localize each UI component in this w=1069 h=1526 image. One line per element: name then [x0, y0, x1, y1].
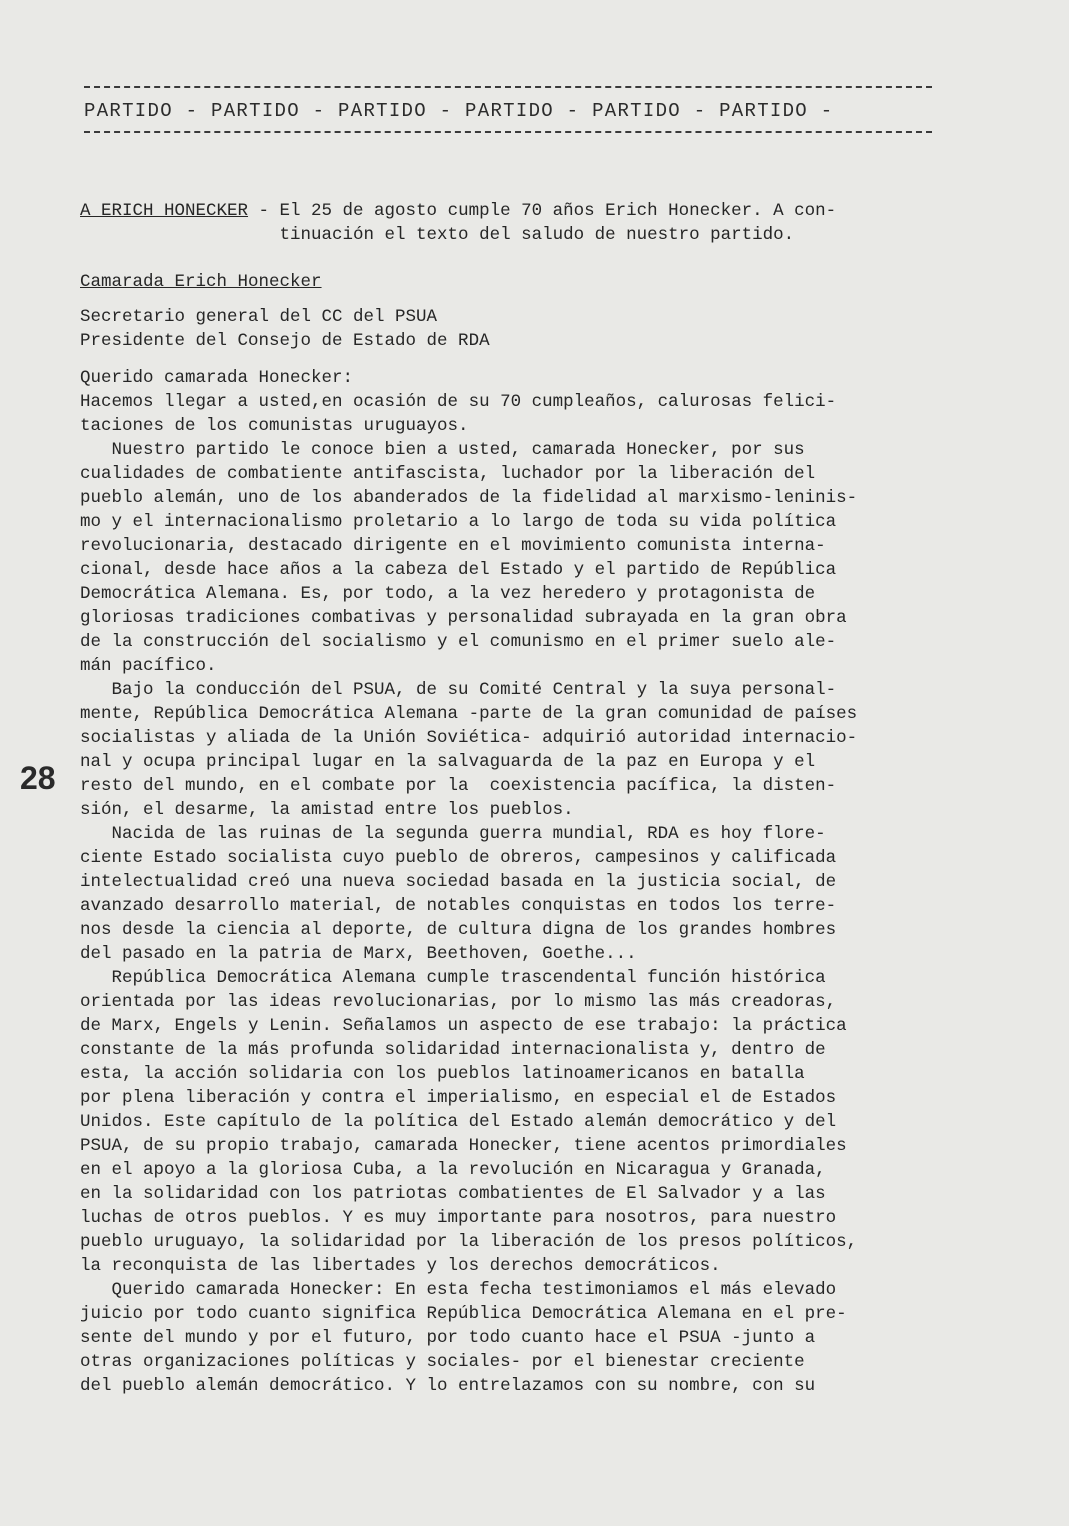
body-line: Hacemos llegar a usted,en ocasión de su 70 cumpleaños, calurosas felici- [80, 392, 837, 412]
body-line: sión, el desarme, la amistad entre los pueblos. [80, 800, 574, 820]
body-line: mente, República Democrática Alemana -parte de la gran comunidad de países [80, 704, 858, 724]
body-line: en la solidaridad con los patriotas combatientes de El Salvador y a las [80, 1184, 826, 1204]
address-line: Presidente del Consejo de Estado de RDA [80, 331, 490, 351]
dashed-rule-top [84, 86, 932, 88]
body-line: de Marx, Engels y Lenin. Señalamos un aspecto de ese trabajo: la práctica [80, 1016, 847, 1036]
body-line: la reconquista de las libertades y los derechos democráticos. [80, 1256, 721, 1276]
body-line: Nacida de las ruinas de la segunda guerra mundial, RDA es hoy flore- [80, 824, 826, 844]
body-line: gloriosas tradiciones combativas y personalidad subrayada en la gran obra [80, 608, 847, 628]
header-line-2: tinuación el texto del saludo de nuestro partido. [80, 225, 795, 245]
body-line: Querido camarada Honecker: [80, 368, 354, 388]
body-line: nal y ocupa principal lugar en la salvaguarda de la paz en Europa y el [80, 752, 816, 772]
body-line: juicio por todo cuanto significa República Democrática Alemana en el pre- [80, 1304, 847, 1324]
section-banner: PARTIDO - PARTIDO - PARTIDO - PARTIDO - PARTIDO - PARTIDO - [84, 100, 834, 122]
body-line: mán pacífico. [80, 656, 217, 676]
letter-body [80, 366, 980, 1398]
body-line: en el apoyo a la gloriosa Cuba, a la revolución en Nicaragua y Granada, [80, 1160, 826, 1180]
body-line: Unidos. Este capítulo de la política del Estado alemán democrático y del [80, 1112, 837, 1132]
body-line: resto del mundo, en el combate por la coexistencia pacífica, la disten- [80, 776, 837, 796]
body-line: pueblo uruguayo, la solidaridad por la liberación de los presos políticos, [80, 1232, 858, 1252]
body-line: Democrática Alemana. Es, por todo, a la vez heredero y protagonista de [80, 584, 816, 604]
body-line: del pasado en la patria de Marx, Beethoven, Goethe... [80, 944, 637, 964]
body-line: de la construcción del socialismo y el comunismo en el primer suelo ale- [80, 632, 837, 652]
body-line: cualidades de combatiente antifascista, luchador por la liberación del [80, 464, 816, 484]
body-line: otras organizaciones políticas y sociales- por el bienestar creciente [80, 1352, 805, 1372]
body-line: Nuestro partido le conoce bien a usted, camarada Honecker, por sus [80, 440, 805, 460]
recipient-address [80, 305, 490, 353]
body-line: PSUA, de su propio trabajo, camarada Honecker, tiene acentos primordiales [80, 1136, 847, 1156]
body-line: taciones de los comunistas uruguayos. [80, 416, 469, 436]
body-line: luchas de otros pueblos. Y es muy importante para nosotros, para nuestro [80, 1208, 837, 1228]
dashed-rule-bottom [84, 131, 932, 133]
body-line: orientada por las ideas revolucionarias, por lo mismo las más creadoras, [80, 992, 837, 1012]
body-line: por plena liberación y contra el imperialismo, en especial el de Estados [80, 1088, 837, 1108]
body-line: del pueblo alemán democrático. Y lo entrelazamos con su nombre, con su [80, 1376, 816, 1396]
body-line: esta, la acción solidaria con los pueblos latinoamericanos en batalla [80, 1064, 805, 1084]
body-line: revolucionaria, destacado dirigente en el movimiento comunista interna- [80, 536, 826, 556]
body-line: ciente Estado socialista cuyo pueblo de obreros, campesinos y calificada [80, 848, 837, 868]
article-header [80, 199, 960, 247]
body-line: nos desde la ciencia al deporte, de cultura digna de los grandes hombres [80, 920, 837, 940]
body-line: constante de la más profunda solidaridad internacionalista y, dentro de [80, 1040, 826, 1060]
body-line: Bajo la conducción del PSUA, de su Comité Central y la suya personal- [80, 680, 837, 700]
page-number: 28 [20, 760, 56, 796]
header-text: - El 25 de agosto cumple 70 años Erich Honecker. A con- [248, 201, 837, 221]
body-line: intelectualidad creó una nueva sociedad basada en la justicia social, de [80, 872, 837, 892]
body-line: República Democrática Alemana cumple trascendental función histórica [80, 968, 826, 988]
body-line: avanzado desarrollo material, de notables conquistas en todos los terre- [80, 896, 837, 916]
body-line: sente del mundo y por el futuro, por todo cuanto hace el PSUA -junto a [80, 1328, 816, 1348]
body-line: socialistas y aliada de la Unión Soviética- adquirió autoridad internacio- [80, 728, 858, 748]
salutation: Camarada Erich Honecker [80, 272, 322, 292]
address-line: Secretario general del CC del PSUA [80, 307, 438, 327]
header-line-1 [80, 199, 960, 223]
body-line: mo y el internacionalismo proletario a lo largo de toda su vida política [80, 512, 837, 532]
body-line: Querido camarada Honecker: En esta fecha testimoniamos el más elevado [80, 1280, 837, 1300]
article-title: A ERICH HONECKER [80, 201, 249, 221]
body-line: pueblo alemán, uno de los abanderados de la fidelidad al marxismo-leninis- [80, 488, 858, 508]
body-line: cional, desde hace años a la cabeza del Estado y el partido de República [80, 560, 837, 580]
